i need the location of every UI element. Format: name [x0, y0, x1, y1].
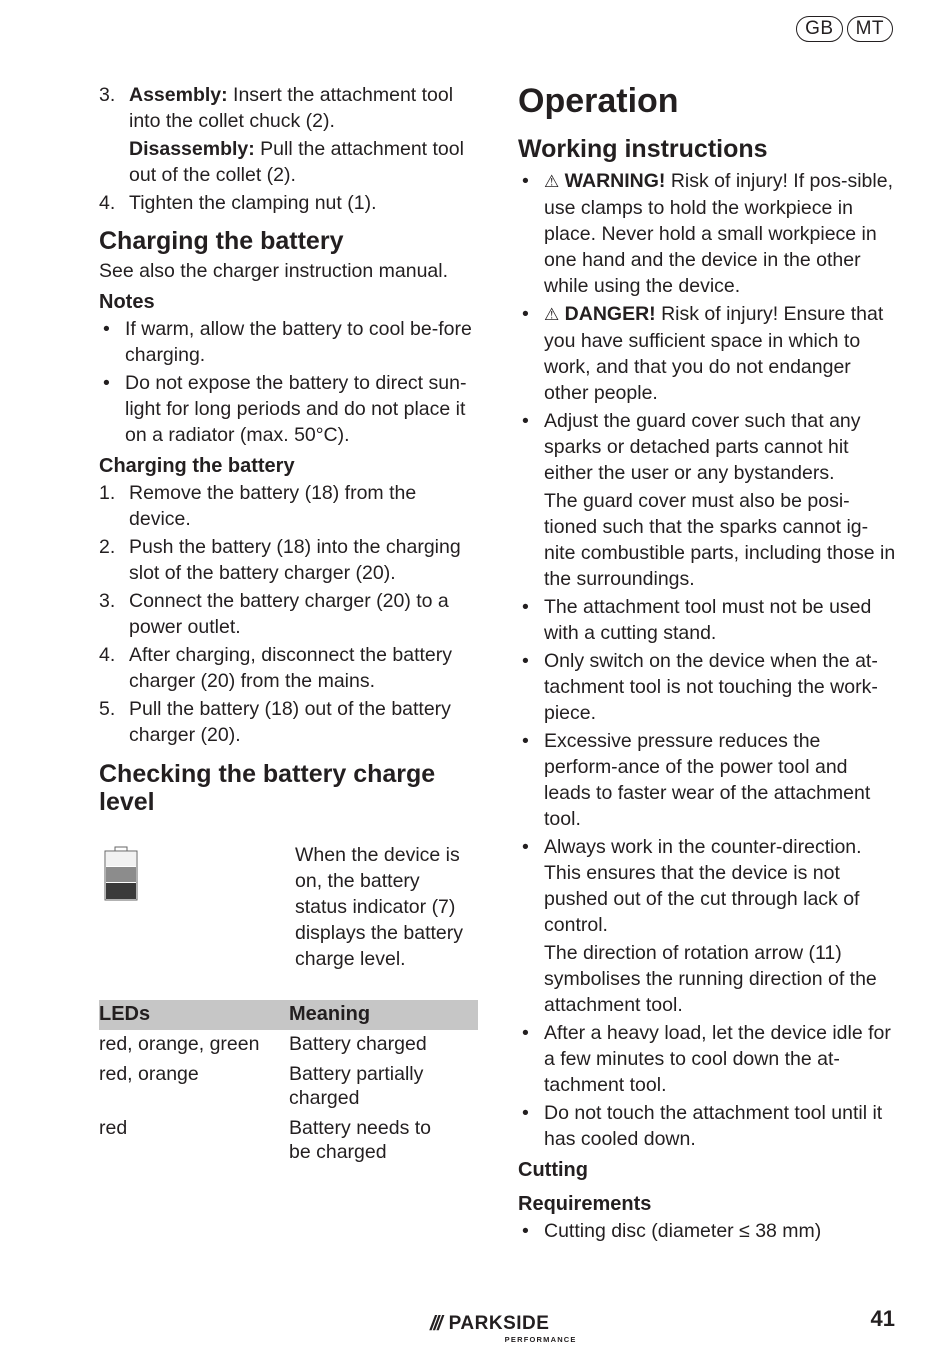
list-item: [99, 588, 479, 640]
note-text: Do not expose the battery to direct sun-light for long periods and do not place it on a radiator (max. 50°C).: [125, 372, 467, 446]
requirement-text: Cutting disc (diameter ≤ 38 mm): [544, 1220, 822, 1242]
disassembly-text: Pull the attachment tool out of the collet (2).: [129, 138, 464, 186]
table-header-leds: LEDs: [99, 1000, 289, 1030]
brand-name: PARKSIDE: [448, 1313, 550, 1334]
charging-steps: [99, 480, 479, 748]
list-item: [518, 168, 898, 299]
bullet: •: [522, 836, 529, 858]
warning-triangle-icon: ⚠: [544, 305, 560, 324]
table-cell: red, orange: [99, 1063, 199, 1085]
instruction-text: Do not touch the attachment tool until it has cooled down.: [544, 1102, 883, 1150]
table-cell: Battery charged: [289, 1033, 427, 1055]
bullet: •: [522, 1022, 529, 1044]
instruction-text: Risk of injury! Ensure that you have sufficient space in which to work, and that you do not endanger other people.: [544, 303, 884, 404]
list-number: 5.: [99, 698, 116, 720]
list-item: [99, 480, 479, 532]
instruction-sub-text: The direction of rotation arrow (11) symbolises the running direction of the attachment tool.: [544, 942, 877, 1016]
step-text: Connect the battery charger (20) to a power outlet.: [129, 590, 449, 638]
step-text: Pull the battery (18) out of the battery charger (20).: [129, 698, 451, 746]
battery-icon-wrapper: [99, 842, 295, 972]
warning-label: WARNING!: [564, 170, 666, 192]
bullet: •: [522, 596, 529, 618]
page-title: Operation: [518, 82, 679, 120]
instruction-text: Risk of injury! If pos-sible, use clamps to hold the workpiece in place. Never hold a small workpiece in one hand and the device in the other while using the device.: [544, 170, 893, 297]
charging-intro: See also the charger instruction manual.: [99, 260, 449, 282]
list-number: 4.: [99, 192, 116, 214]
language-badges: [796, 16, 893, 42]
battery-level-icon: [103, 846, 139, 902]
assembly-text: Insert the attachment tool into the collet chuck (2).: [129, 84, 454, 132]
list-number: 4.: [99, 644, 116, 666]
list-item: [99, 316, 479, 368]
table-cell: Battery partially charged: [289, 1063, 424, 1109]
working-instructions-heading: Working instructions: [518, 135, 768, 163]
step-text: Push the battery (18) into the charging slot of the battery charger (20).: [129, 536, 461, 584]
list-number: 3.: [99, 84, 116, 106]
list-number: 3.: [99, 590, 116, 612]
instruction-text: Always work in the counter-direction. This ensures that the device is not pushed out of the cut through lack of control.: [544, 836, 862, 936]
brand-logo: [430, 1314, 577, 1344]
list-item: [518, 301, 898, 406]
page-number: 41: [870, 1306, 895, 1331]
led-table: [99, 1000, 478, 1168]
table-header-meaning: Meaning: [289, 1000, 478, 1030]
list-item: [518, 1020, 898, 1098]
step-text: After charging, disconnect the battery charger (20) from the mains.: [129, 644, 453, 692]
disassembly-label: Disassembly:: [129, 138, 255, 160]
list-item: [518, 408, 898, 592]
list-item: [518, 1218, 898, 1244]
instruction-text: Only switch on the device when the at-tachment tool is not touching the work-piece.: [544, 650, 878, 724]
assembly-list: [99, 82, 479, 216]
list-item: [99, 190, 479, 216]
list-item: [518, 1100, 898, 1152]
left-column: [99, 82, 479, 1168]
list-number: 1.: [99, 482, 116, 504]
bullet: •: [522, 410, 529, 432]
lang-badge-mt: MT: [847, 16, 893, 42]
bullet: •: [522, 303, 529, 325]
table-row: [99, 1030, 478, 1060]
assembly-label: Assembly:: [129, 84, 228, 106]
charging-sub-heading: Charging the battery: [99, 455, 295, 477]
bullet: •: [522, 730, 529, 752]
list-item: [518, 648, 898, 726]
instruction-text: Excessive pressure reduces the perform-ance of the power tool and leads to faster wear of the attachment tool.: [544, 730, 871, 830]
step-text: Remove the battery (18) from the device.: [129, 482, 417, 530]
bullet: •: [103, 318, 110, 340]
working-instructions-list: [518, 168, 898, 1152]
notes-list: [99, 316, 479, 448]
brand-text: [449, 1314, 577, 1344]
table-cell: red, orange, green: [99, 1033, 260, 1055]
table-row: [99, 1114, 478, 1168]
bullet: •: [522, 1102, 529, 1124]
right-column: [518, 82, 898, 1246]
instruction-sub-text: The guard cover must also be posi-tioned such that the sparks cannot ig-nite combustible parts, including those in the surroundings.: [544, 490, 896, 590]
bullet: •: [522, 1220, 529, 1242]
list-item: [99, 696, 479, 748]
table-row: [99, 1060, 478, 1114]
lang-badge-gb: GB: [796, 16, 842, 42]
table-header-row: [99, 1000, 478, 1030]
battery-indicator-block: [99, 842, 479, 972]
list-item: [99, 370, 479, 448]
instruction-text: After a heavy load, let the device idle for a few minutes to cool down the at-tachment tool.: [544, 1022, 891, 1096]
check-text: When the device is on, the battery status indicator (7) displays the battery charge level.: [295, 844, 464, 970]
check-level-heading: Checking the battery charge level: [99, 760, 436, 816]
list-item: [518, 834, 898, 1018]
instruction-text: The attachment tool must not be used with a cutting stand.: [544, 596, 872, 644]
notes-heading: Notes: [99, 291, 155, 313]
warning-triangle-icon: ⚠: [544, 172, 560, 191]
list-item: [99, 534, 479, 586]
bullet: •: [522, 170, 529, 192]
instruction-text: Adjust the guard cover such that any sparks or detached parts cannot hit either the user or any bystanders.: [544, 410, 861, 484]
bullet: •: [103, 372, 110, 394]
charging-heading: Charging the battery: [99, 227, 344, 255]
requirements-heading: Requirements: [518, 1193, 652, 1215]
note-text: If warm, allow the battery to cool be-fore charging.: [125, 318, 472, 366]
list-item: [99, 82, 479, 188]
brand-sub: PERFORMANCE: [504, 1335, 577, 1344]
list-item: [518, 594, 898, 646]
requirements-list: [518, 1218, 898, 1244]
bullet: •: [522, 650, 529, 672]
list-item: [518, 728, 898, 832]
list-item: [99, 642, 479, 694]
table-cell: Battery needs to be charged: [289, 1117, 432, 1163]
list-text: Tighten the clamping nut (1).: [129, 192, 377, 214]
table-cell: red: [99, 1117, 128, 1139]
cutting-heading: Cutting: [518, 1159, 588, 1181]
list-number: 2.: [99, 536, 116, 558]
brand-slashes: ///: [430, 1313, 441, 1335]
disassembly-paragraph: [129, 136, 479, 188]
danger-label: DANGER!: [564, 303, 656, 325]
